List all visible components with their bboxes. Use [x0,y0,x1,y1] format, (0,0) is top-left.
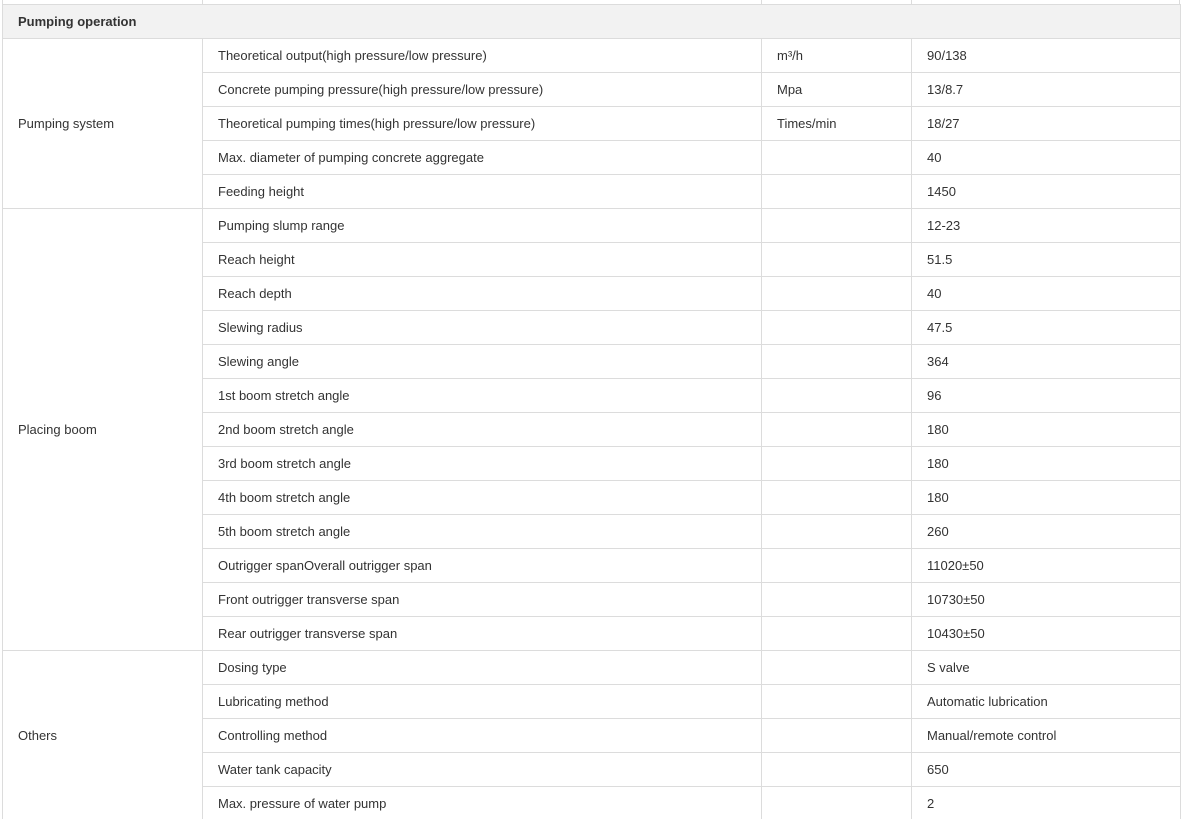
unit-cell [762,787,912,819]
spec-table-body [3,5,1181,819]
unit-cell: Mpa [762,73,912,107]
unit-cell [762,753,912,787]
group-name-cell: Pumping system [3,39,203,209]
item-cell: 4th boom stretch angle [203,481,762,515]
value-cell: 10730±50 [912,583,1181,617]
item-cell: 3rd boom stretch angle [203,447,762,481]
item-cell: Dosing type [203,651,762,685]
value-cell: Manual/remote control [912,719,1181,753]
unit-cell [762,549,912,583]
item-cell: Lubricating method [203,685,762,719]
item-cell: Reach height [203,243,762,277]
item-cell: Theoretical output(high pressure/low pressure) [203,39,762,73]
value-cell: 180 [912,447,1181,481]
item-cell: Concrete pumping pressure(high pressure/low pressure) [203,73,762,107]
value-cell: S valve [912,651,1181,685]
unit-cell [762,311,912,345]
unit-cell [762,617,912,651]
value-cell: 10430±50 [912,617,1181,651]
spec-table [2,4,1181,819]
value-cell: 180 [912,481,1181,515]
value-cell: 13/8.7 [912,73,1181,107]
value-cell: 2 [912,787,1181,819]
item-cell: 5th boom stretch angle [203,515,762,549]
section-header-row [3,5,1181,39]
value-cell: 40 [912,277,1181,311]
unit-cell [762,277,912,311]
unit-cell: Times/min [762,107,912,141]
unit-cell [762,243,912,277]
value-cell: 650 [912,753,1181,787]
unit-cell [762,719,912,753]
item-cell: Slewing angle [203,345,762,379]
unit-cell [762,141,912,175]
value-cell: 18/27 [912,107,1181,141]
unit-cell [762,175,912,209]
unit-cell: m³/h [762,39,912,73]
value-cell: 40 [912,141,1181,175]
item-cell: Reach depth [203,277,762,311]
unit-cell [762,481,912,515]
value-cell: 12-23 [912,209,1181,243]
unit-cell [762,685,912,719]
item-cell: 2nd boom stretch angle [203,413,762,447]
item-cell: Water tank capacity [203,753,762,787]
group-name-cell: Others [3,651,203,819]
unit-cell [762,209,912,243]
item-cell: Pumping slump range [203,209,762,243]
item-cell: Controlling method [203,719,762,753]
value-cell: 47.5 [912,311,1181,345]
value-cell: Automatic lubrication [912,685,1181,719]
value-cell: 364 [912,345,1181,379]
table-row [3,209,1181,243]
item-cell: Max. pressure of water pump [203,787,762,819]
unit-cell [762,413,912,447]
value-cell: 1450 [912,175,1181,209]
unit-cell [762,379,912,413]
section-title: Pumping operation [3,5,1181,39]
unit-cell [762,345,912,379]
unit-cell [762,515,912,549]
value-cell: 90/138 [912,39,1181,73]
unit-cell [762,651,912,685]
table-row [3,651,1181,685]
value-cell: 260 [912,515,1181,549]
item-cell: Feeding height [203,175,762,209]
unit-cell [762,447,912,481]
item-cell: Outrigger spanOverall outrigger span [203,549,762,583]
unit-cell [762,583,912,617]
group-name-cell: Placing boom [3,209,203,651]
item-cell: Theoretical pumping times(high pressure/low pressure) [203,107,762,141]
value-cell: 51.5 [912,243,1181,277]
item-cell: Max. diameter of pumping concrete aggregate [203,141,762,175]
value-cell: 180 [912,413,1181,447]
item-cell: Slewing radius [203,311,762,345]
item-cell: Front outrigger transverse span [203,583,762,617]
item-cell: Rear outrigger transverse span [203,617,762,651]
value-cell: 11020±50 [912,549,1181,583]
table-row [3,39,1181,73]
item-cell: 1st boom stretch angle [203,379,762,413]
value-cell: 96 [912,379,1181,413]
